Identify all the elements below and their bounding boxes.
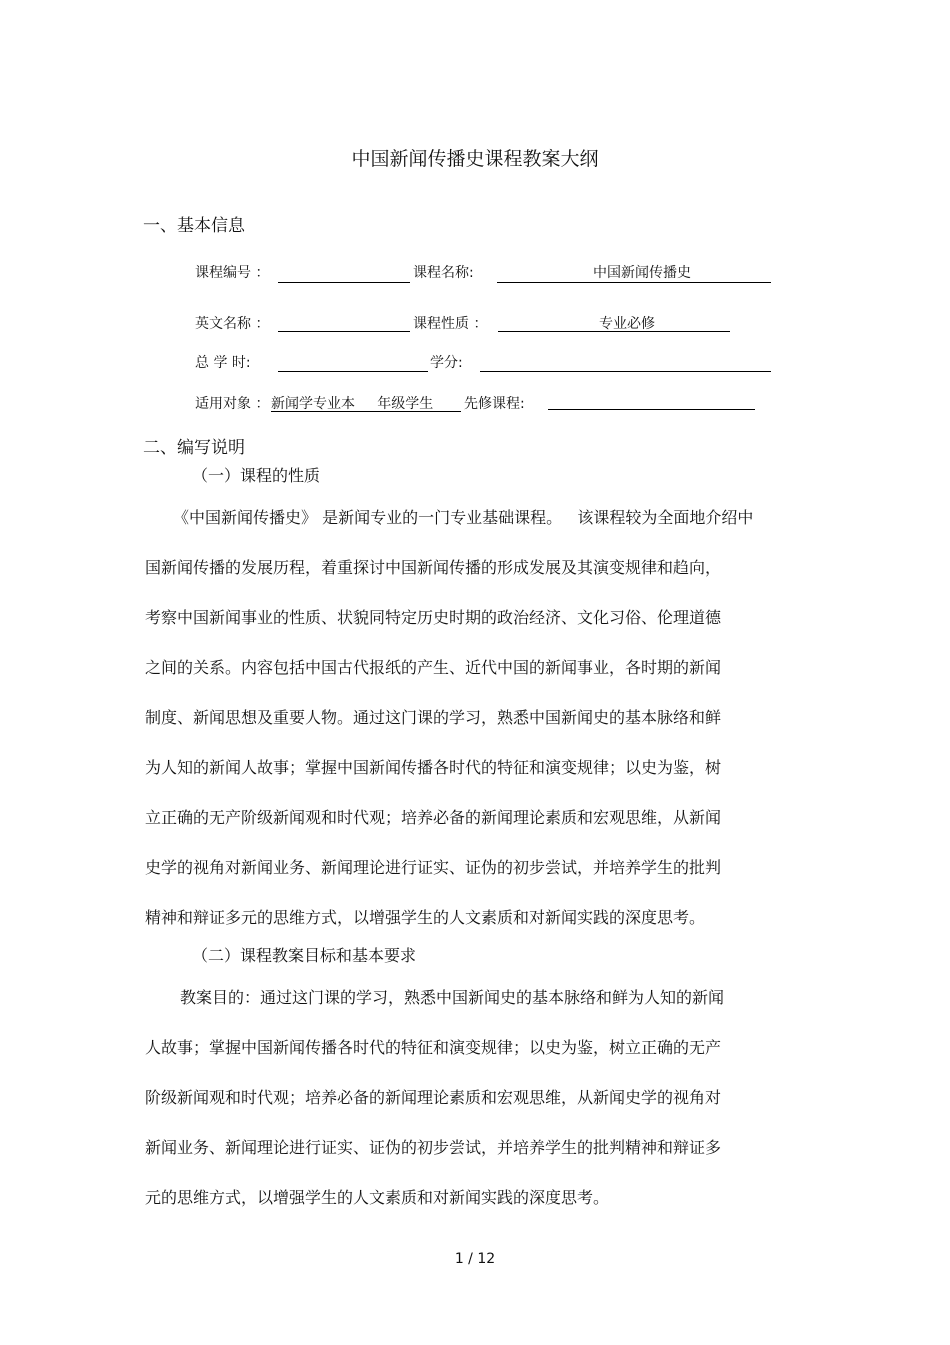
total-hours-label: 总 学 时:	[195, 355, 251, 371]
audience-underline	[271, 411, 461, 412]
para1-line-5: 制度、新闻思想及重要人物。通过这门课的学习，熟悉中国新闻史的基本脉络和鲜	[145, 708, 722, 727]
credits-label: 学分:	[430, 355, 463, 371]
course-nature-value: 专业必修	[599, 316, 655, 332]
audience-value: 新闻学专业本 年级学生	[271, 396, 434, 412]
subsection-heading-course-nature: （一）课程的性质	[192, 466, 321, 485]
prereq-underline	[548, 409, 755, 410]
english-name-label: 英文名称 ：	[195, 316, 270, 332]
course-code-underline	[278, 282, 410, 283]
para2-line-2: 人故事；掌握中国新闻传播各时代的特征和演变规律；以史为鉴，树立正确的无产	[145, 1038, 722, 1057]
subsection-heading-teaching-goals: （二）课程教案目标和基本要求	[192, 946, 417, 965]
prereq-label: 先修课程:	[464, 396, 525, 412]
para1-line-8: 史学的视角对新闻业务、新闻理论进行证实、证伪的初步尝试，并培养学生的批判	[145, 858, 722, 877]
para2-line-3: 阶级新闻观和时代观；培养必备的新闻理论素质和宏观思维，从新闻史学的视角对	[145, 1088, 722, 1107]
para1-line-7: 立正确的无产阶级新闻观和时代观；培养必备的新闻理论素质和宏观思维，从新闻	[145, 808, 722, 827]
section-heading-writing-notes: 二、编写说明	[143, 438, 245, 458]
course-name-underline	[497, 282, 771, 283]
document-title: 中国新闻传播史课程教案大纲	[351, 148, 599, 170]
course-code-label: 课程编号 ：	[195, 265, 270, 281]
english-name-underline	[278, 331, 410, 332]
course-nature-label: 课程性质 ：	[413, 316, 488, 332]
course-name-value: 中国新闻传播史	[593, 265, 691, 281]
para1-line-9: 精神和辩证多元的思维方式，以增强学生的人文素质和对新闻实践的深度思考。	[145, 908, 706, 927]
total-hours-underline	[278, 371, 428, 372]
para2-line-5: 元的思维方式，以增强学生的人文素质和对新闻实践的深度思考。	[145, 1188, 610, 1207]
para1-line-6: 为人知的新闻人故事；掌握中国新闻传播各时代的特征和演变规律；以史为鉴，树	[145, 758, 722, 777]
audience-label: 适用对象 ：	[195, 396, 270, 412]
page-number: 1 / 12	[454, 1251, 496, 1267]
para1-line-1: 《中国新闻传播史》 是新闻专业的一门专业基础课程。 该课程较为全面地介绍中	[173, 508, 754, 527]
para2-line-1: 教案目的：通过这门课的学习，熟悉中国新闻史的基本脉络和鲜为人知的新闻	[180, 988, 725, 1007]
para1-line-3: 考察中国新闻事业的性质、状貌同特定历史时期的政治经济、文化习俗、伦理道德	[145, 608, 722, 627]
para1-line-4: 之间的关系。内容包括中国古代报纸的产生、近代中国的新闻事业，各时期的新闻	[145, 658, 722, 677]
section-heading-basic-info: 一、基本信息	[143, 216, 245, 236]
para2-line-4: 新闻业务、新闻理论进行证实、证伪的初步尝试，并培养学生的批判精神和辩证多	[145, 1138, 722, 1157]
course-name-label: 课程名称:	[413, 265, 474, 281]
credits-underline	[480, 371, 771, 372]
para1-line-2: 国新闻传播的发展历程，着重探讨中国新闻传播的形成发展及其演变规律和趋向，	[145, 558, 722, 577]
